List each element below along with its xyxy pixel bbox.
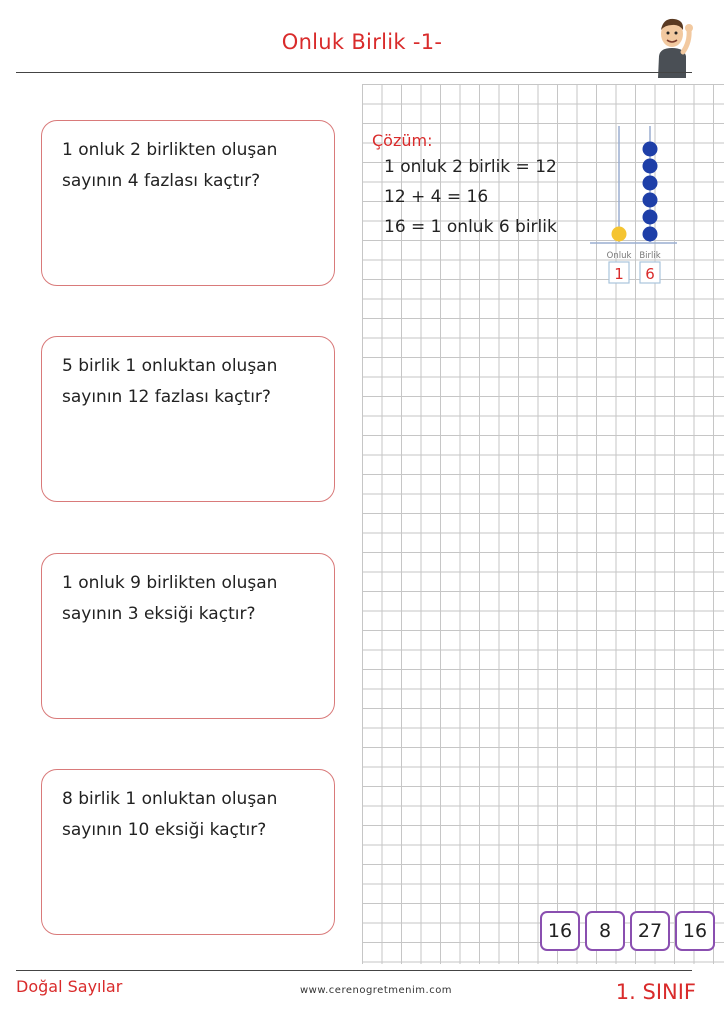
abacus-bead-tens [612,227,627,242]
solution-block [372,130,572,242]
solution-line: 12 + 4 = 16 [384,187,489,207]
question-card-4 [41,769,335,935]
solution-line: 1 onluk 2 birlik = 12 [384,157,557,177]
answer-box: 8 [585,911,625,951]
footer-website: www.cerenogretmenim.com [300,985,453,996]
question-text-line: sayının 4 fazlası kaçtır? [62,171,261,191]
abacus-bead-ones [643,159,658,174]
abacus-tens-value: 1 [614,265,624,283]
answer-box: 16 [540,911,580,951]
answer-box: 27 [630,911,670,951]
abacus-bead-ones [643,227,658,242]
question-text-line: sayının 10 eksiği kaçtır? [62,820,267,840]
abacus-bead-ones [643,193,658,208]
footer-topic: Doğal Sayılar [16,977,123,996]
footer-grade: 1. SINIF [615,980,696,1004]
abacus-bead-ones [643,210,658,225]
abacus-diagram [585,118,685,288]
question-text-line: sayının 12 fazlası kaçtır? [62,387,271,407]
solution-label: Çözüm: [372,131,433,150]
question-text-line: 8 birlik 1 onluktan oluşan [62,789,278,809]
question-text-line: 1 onluk 9 birlikten oluşan [62,573,278,593]
question-card-2 [41,336,335,502]
abacus-bead-ones [643,176,658,191]
abacus-bead-ones [643,142,658,157]
question-text-line: sayının 3 eksiği kaçtır? [62,604,256,624]
answer-box: 16 [675,911,715,951]
answer-boxes [540,911,715,951]
question-text-line: 5 birlik 1 onluktan oluşan [62,356,278,376]
abacus-tens-label: Onluk [606,251,632,261]
abacus-ones-label: Birlik [639,251,661,261]
question-text-line: 1 onluk 2 birlikten oluşan [62,140,278,160]
header-divider [16,72,692,73]
abacus-ones-value: 6 [645,265,655,283]
question-card-1 [41,120,335,286]
mascot-character-icon [650,12,696,78]
solution-line: 16 = 1 onluk 6 birlik [384,217,557,237]
question-card-3 [41,553,335,719]
footer-divider [16,970,692,971]
page-title: Onluk Birlik -1- [281,30,443,54]
